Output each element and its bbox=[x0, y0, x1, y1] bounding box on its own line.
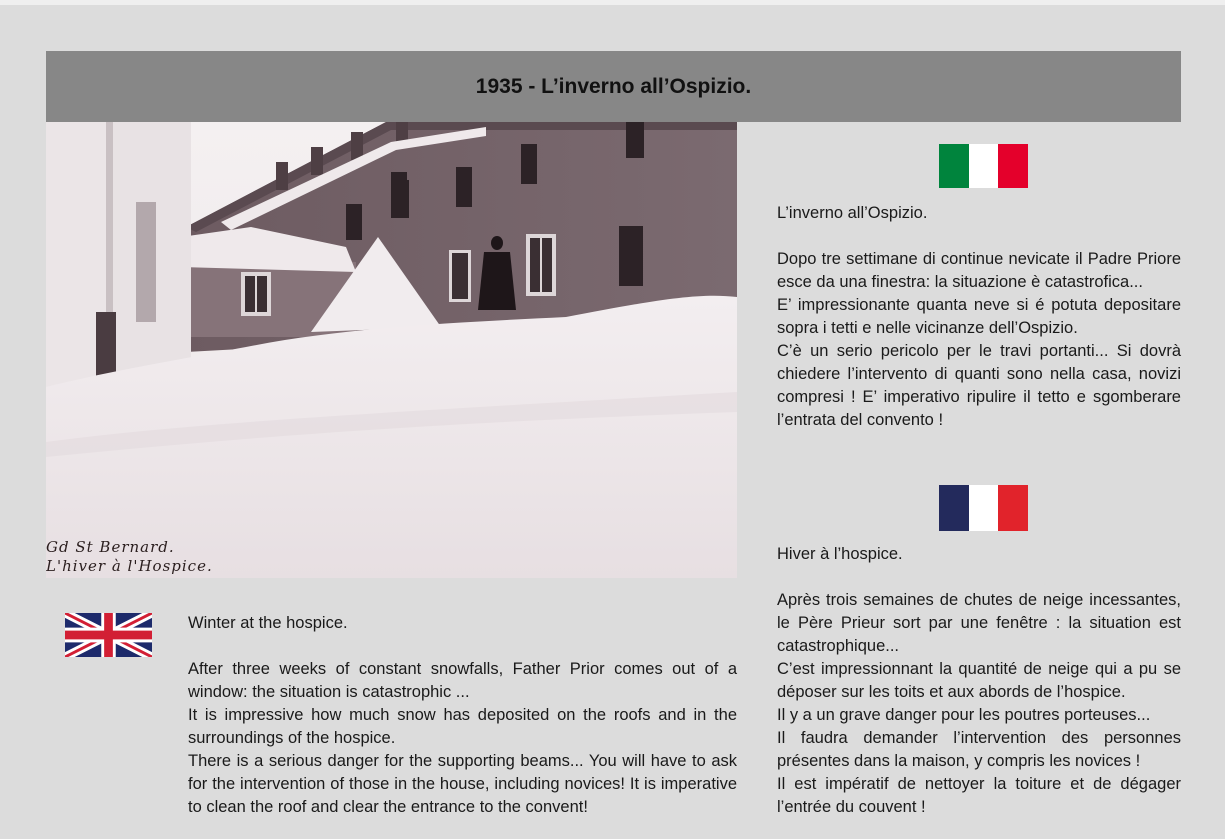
italian-heading: L’inverno all’Ospizio. bbox=[777, 204, 928, 222]
french-text bbox=[777, 543, 1181, 819]
english-body: After three weeks of constant snowfalls, Father Prior comes out of a window: the situation is catastrophic ... It is impressive how much snow has deposited on the roofs and in the surroundings of the hospice. There is a serious danger for the supporting beams... You will have to ask for the intervention of those in the house, including novices! It is imperative to clean the roof and clear the entrance to the convent! bbox=[188, 660, 737, 816]
photo-caption bbox=[46, 538, 213, 576]
photo-caption-line-2: L'hiver à l'Hospice. bbox=[46, 557, 213, 575]
english-heading: Winter at the hospice. bbox=[188, 614, 348, 632]
english-text bbox=[188, 612, 737, 819]
historic-photo bbox=[46, 122, 737, 578]
french-body: Après trois semaines de chutes de neige incessantes, le Père Prieur sort par une fenêtre : la situation est catastrophique... C’est impressionnant la quantité de neige qui a pu se déposer sur les toits et aux abords de l’hospice. Il y a un grave danger pour les poutres porteuses... Il faudra demander l’intervention des personnes présentes dans la maison, y compris les novices ! Il est impératif de nettoyer la toiture et de dégager l’entrée du couvent ! bbox=[777, 591, 1181, 816]
photo-caption-line-1: Gd St Bernard. bbox=[46, 538, 175, 556]
italian-text bbox=[777, 202, 1181, 432]
france-flag-icon bbox=[939, 485, 1028, 531]
page-title: 1935 - L’inverno all’Ospizio. bbox=[475, 74, 752, 98]
italy-flag-icon bbox=[939, 144, 1028, 188]
uk-flag-icon bbox=[65, 613, 152, 657]
italian-body: Dopo tre settimane di continue nevicate il Padre Priore esce da una finestra: la situazione è catastrofica... E’ impressionante quanta neve si é potuta depositare sopra i tetti e nelle vicinanze dell’Ospizio. C’è un serio pericolo per le travi portanti... Si dovrà chiedere l’intervento di quanti sono nella casa, novizi compresi ! E’ imperativo ripulire il tetto e sgomberare l’entrata del convento ! bbox=[777, 250, 1181, 429]
hospice-photo-illustration bbox=[46, 122, 737, 578]
title-bar bbox=[46, 51, 1181, 122]
french-heading: Hiver à l’hospice. bbox=[777, 545, 903, 563]
